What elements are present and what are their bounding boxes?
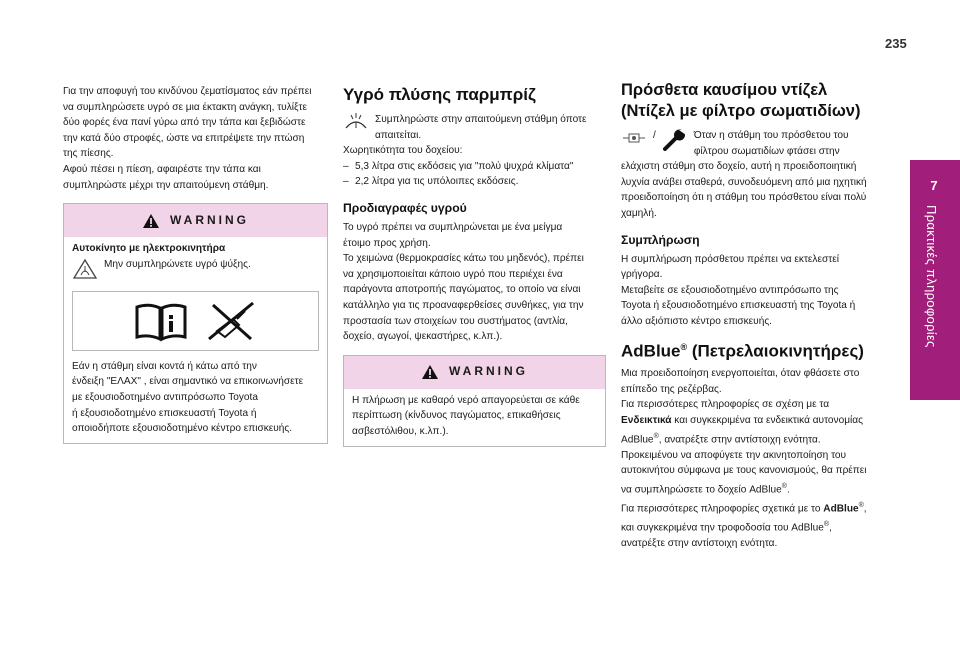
- warning-title: WARNING: [449, 364, 528, 379]
- text-line: χαμηλή.: [621, 207, 657, 219]
- column-2: [343, 84, 606, 447]
- text-line: ελάχιστη στάθμη στο δοχείο, αυτή η προειδοποιητική: [621, 161, 857, 173]
- text-line: ή εξουσιοδοτημένο επισκευαστή Toyota ή: [72, 407, 257, 419]
- text-line: Η πλήρωση με καθαρό νερό απαγορεύεται σε κάθε: [352, 394, 580, 406]
- text-line: ανατρέξτε στην αντίστοιχη ενότητα.: [621, 537, 778, 549]
- text-line: να συμπληρώσετε υγρό σε μια έκτακτη ανάγκη, τυλίξτε: [63, 101, 307, 113]
- text-line: Το χειμώνα (θερμοκρασίες κάτω του μηδενός), πρέπει: [343, 253, 584, 265]
- icon-row: [72, 257, 319, 281]
- text-line: Αφού πέσει η πίεση, αφαιρέστε την τάπα και: [63, 163, 261, 175]
- warning-subtitle: Αυτοκίνητο με ηλεκτροκινητήρα: [72, 243, 226, 255]
- text-line: Toyota ή εξουσιοδοτημένο επισκευαστή της Toyota ή: [621, 300, 856, 312]
- column-1: [63, 84, 328, 444]
- chapter-number: 7: [930, 178, 938, 193]
- warning-body: [344, 389, 605, 446]
- text-line: Συμπληρώστε στην απαιτούμενη στάθμη όποτε: [375, 114, 587, 125]
- warning-title: WARNING: [170, 212, 249, 227]
- text-line: κατάλληλο για τις προαναφερθείσες συνθήκες, για την: [343, 299, 584, 311]
- warning-box-coolant: [63, 203, 328, 444]
- warning-body: [64, 237, 327, 443]
- list-item: – 5,3 λίτρα στις εκδόσεις για "πολύ ψυχρά κλίματα": [343, 160, 574, 172]
- text-line: προειδοποίηση ότι η στάθμη του πρόσθετου είναι πολύ: [621, 192, 867, 204]
- text-line: της πίεσης.: [63, 148, 114, 160]
- text-line: περίπτωση (κίνδυνος παγώματος, επικαθήσεις: [352, 410, 561, 422]
- owners-manual-icon: [133, 299, 189, 343]
- subsection-title-spec: Προδιαγραφές υγρού: [343, 200, 467, 215]
- text-line: Όταν η στάθμη του πρόσθετου του: [693, 130, 849, 141]
- text-line: ένδειξη "ΕΛΑΧ" , είναι σημαντικό να επικοινωνήσετε: [72, 376, 304, 388]
- text-line: δύο φορές ένα πανί γύρω από την τάπα και ξεβιδώστε: [63, 117, 306, 129]
- text-line: Μια προειδοποίηση ενεργοποιείται, όταν φθάσετε στο: [621, 368, 860, 380]
- text-line: να συμπληρώσετε το δοχείο AdBlue®.: [621, 482, 790, 496]
- chapter-label: Πρακτικές πληροφορίες: [924, 205, 939, 348]
- list-item: – 2,2 λίτρα για τις υπόλοιπες εκδόσεις.: [343, 176, 519, 188]
- text-line: γρήγορα.: [621, 269, 663, 281]
- page-number: 235: [885, 36, 907, 51]
- text-line: απαιτείται.: [375, 129, 422, 141]
- text-line: άλλο αξιόπιστο κέντρο επισκευής.: [621, 315, 772, 327]
- slash: /: [653, 130, 656, 141]
- text-line: προστασία των στοιχείων του συστήματος (αντλία,: [343, 315, 568, 327]
- warning-triangle-icon: [421, 364, 439, 380]
- text-line: Η συμπλήρωση πρόσθετου πρέπει να εκτελεστεί: [621, 253, 839, 265]
- text-line: έτοιμο προς χρήση.: [343, 237, 431, 249]
- text-line: φίλτρου σωματιδίων φτάσει στην: [693, 145, 840, 157]
- text-line: Μεταβείτε σε εξουσιοδοτημένο αντιπρόσωπο της: [621, 284, 839, 296]
- icon-row: [343, 112, 606, 143]
- text-line: ασβεστόλιθου, κ.λπ.).: [352, 425, 449, 437]
- text-line: Ενδεικτικά και συγκεκριμένα τα ενδεικτικά αυτονομίας: [621, 414, 863, 426]
- text-line: Για περισσότερες πληροφορίες σχετικά με το AdBlue®,: [621, 501, 867, 515]
- text-line: λυχνία ανάβει σταθερά, συνοδευόμενη από μια ηχητική: [621, 176, 867, 188]
- subsection-title-filling: Συμπλήρωση: [621, 232, 700, 247]
- warning-header: [64, 204, 327, 237]
- text-line: με εξουσιοδοτημένο αντιπρόσωπο Toyota: [72, 391, 258, 403]
- warning-text: Μην συμπληρώνετε υγρό ψύξης.: [104, 258, 251, 270]
- warning-header: [344, 356, 605, 389]
- text-line: οποιοδήποτε εξουσιοδοτημένο κέντρο επισκευής.: [72, 423, 293, 435]
- text-line: Για την αποφυγή του κινδύνου ζεματίσματος εάν πρέπει: [63, 86, 312, 97]
- section-title-washer: Υγρό πλύσης παρμπρίζ: [343, 85, 536, 104]
- text-line: την κατά δύο στροφές, ώστε να επιτρέψετε την πτώση: [63, 132, 305, 144]
- warning-triangle-icon: [142, 213, 160, 229]
- text-line: να χρησιμοποιείται κάποιο υγρό που περιέχει ένα: [343, 268, 563, 280]
- manual-figure: [72, 291, 319, 351]
- washer-fluid-icon: [343, 112, 369, 132]
- warning-box-water: [343, 355, 606, 447]
- icon-row: [621, 128, 894, 159]
- no-fill-icon: [203, 299, 259, 343]
- text-line: AdBlue®, ανατρέξτε στην αντίστοιχη ενότητα.: [621, 432, 821, 445]
- text-line: παράγοντα αποτροπής παγώματος, το οποίο να είναι: [343, 284, 581, 296]
- text-line: Το υγρό πρέπει να συμπληρώνεται με ένα μείγμα: [343, 221, 563, 233]
- section-title-adblue: AdBlue® (Πετρελαιοκινητήρες): [621, 341, 864, 361]
- wrench-icon: [662, 128, 688, 152]
- capacity-label: Χωρητικότητα του δοχείου:: [343, 145, 463, 157]
- text-line: επίπεδο της ρεζέρβας.: [621, 383, 722, 395]
- particle-filter-icon: [621, 128, 647, 150]
- text-line: δοχείο, αγωγοί, ψεκαστήρες, κ.λπ.).: [343, 331, 503, 343]
- text-line: και συγκεκριμένα την τροφοδοσία του AdBlue®,: [621, 520, 832, 533]
- column-3: [621, 80, 894, 551]
- text-line: Για περισσότερες πληροφορίες σε σχέση με τα: [621, 399, 830, 411]
- text-line: συμπληρώστε μέχρι την απαιτούμενη στάθμη.: [63, 179, 269, 191]
- hybrid-warning-icon: [72, 257, 98, 281]
- text-line: Προκειμένου να αποφύγετε την ακινητοποίηση του: [621, 449, 847, 461]
- section-title-diesel-additive: Πρόσθετα καυσίμου ντίζελ (Ντίζελ με φίλτρο σωματιδίων): [621, 81, 861, 120]
- text-line: αυτοκινήτου σύμφωνα με τους κανονισμούς, θα πρέπει: [621, 465, 867, 477]
- text-line: Εάν η στάθμη είναι κοντά ή κάτω από την: [72, 360, 257, 372]
